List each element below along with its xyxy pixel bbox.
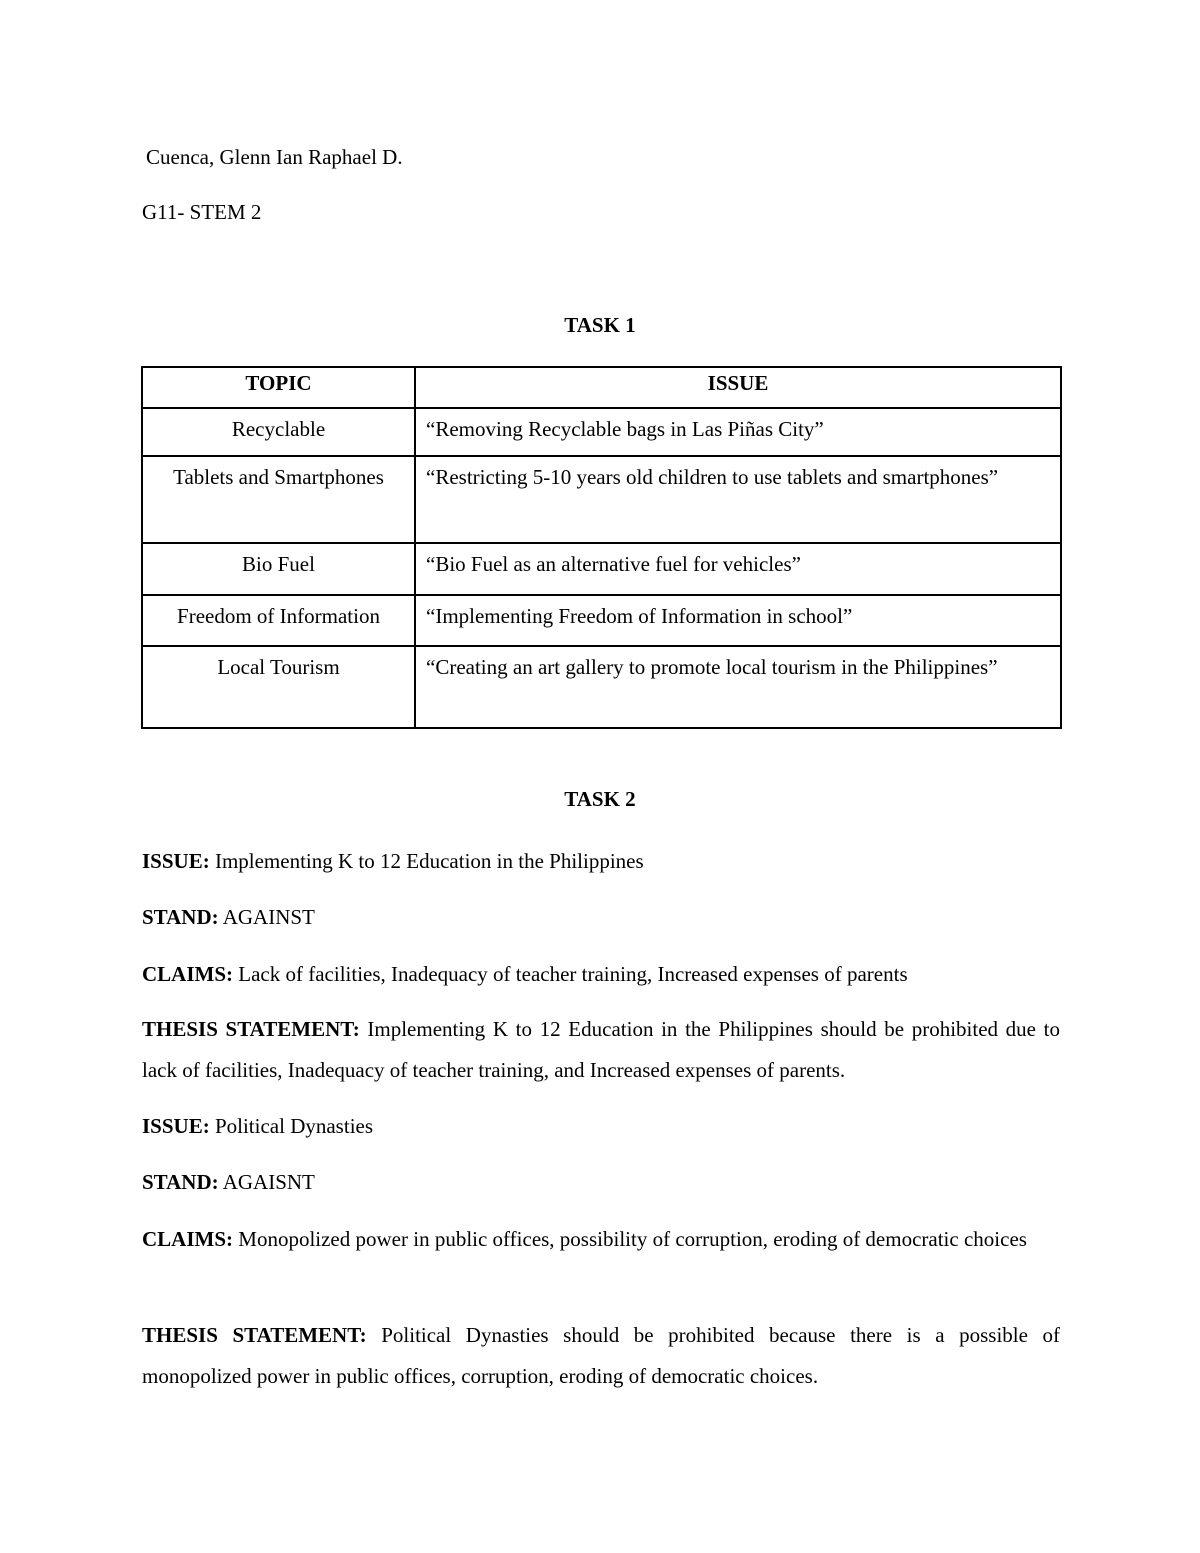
issue-cell: “Removing Recyclable bags in Las Piñas City”	[415, 408, 1061, 456]
issue-label: ISSUE:	[142, 1114, 210, 1138]
issue-cell: “Implementing Freedom of Information in school”	[415, 595, 1061, 646]
issue-statement	[142, 1106, 1060, 1147]
thesis-statement	[142, 1009, 1060, 1091]
task2-heading: TASK 2	[564, 787, 636, 811]
table-row	[142, 543, 1061, 595]
stand-statement	[142, 897, 1060, 938]
task1-heading: TASK 1	[564, 313, 636, 337]
topic-cell: Tablets and Smartphones	[142, 456, 415, 543]
thesis-statement	[142, 1315, 1060, 1397]
table-row	[142, 646, 1061, 728]
topic-cell: Local Tourism	[142, 646, 415, 728]
issue-text: Implementing K to 12 Education in the Philippines	[214, 849, 644, 873]
topic-cell: Bio Fuel	[142, 543, 415, 595]
thesis-text: Political Dynasties should be prohibited because there is a possible of monopolized power in public offices, corruption, eroding of democratic choices.	[142, 1323, 1060, 1388]
issue-text: Political Dynasties	[214, 1114, 374, 1138]
table-row	[142, 408, 1061, 456]
claims-label: CLAIMS:	[142, 962, 234, 986]
thesis-label: THESIS STATEMENT:	[142, 1323, 367, 1347]
topic-issue-table	[141, 366, 1062, 729]
class-section: G11- STEM 2	[142, 200, 262, 224]
thesis-text: Implementing K to 12 Education in the Philippines should be prohibited due to lack of facilities, Inadequacy of teacher training, and Increased expenses of parents.	[142, 1017, 1060, 1082]
claims-text: Monopolized power in public offices, possibility of corruption, eroding of democratic choices	[238, 1227, 1027, 1251]
column-header-topic: TOPIC	[142, 367, 415, 408]
thesis-label: THESIS STATEMENT:	[142, 1017, 360, 1041]
stand-label: STAND:	[142, 905, 219, 929]
table-header-row	[142, 367, 1061, 408]
table-row	[142, 456, 1061, 543]
topic-cell: Recyclable	[142, 408, 415, 456]
issue-statement	[142, 841, 1060, 882]
claims-label: CLAIMS:	[142, 1227, 234, 1251]
claims-statement	[142, 954, 1060, 995]
stand-label: STAND:	[142, 1170, 219, 1194]
stand-statement	[142, 1162, 1060, 1203]
issue-cell: “Bio Fuel as an alternative fuel for vehicles”	[415, 543, 1061, 595]
issue-cell: “Restricting 5-10 years old children to use tablets and smartphones”	[415, 456, 1061, 543]
topic-cell: Freedom of Information	[142, 595, 415, 646]
column-header-issue: ISSUE	[415, 367, 1061, 408]
issue-label: ISSUE:	[142, 849, 210, 873]
student-name: Cuenca, Glenn Ian Raphael D.	[146, 145, 403, 169]
issue-cell: “Creating an art gallery to promote local tourism in the Philippines”	[415, 646, 1061, 728]
table-row	[142, 595, 1061, 646]
stand-text: AGAINST	[222, 905, 315, 929]
claims-text: Lack of facilities, Inadequacy of teacher training, Increased expenses of parents	[238, 962, 908, 986]
stand-text: AGAISNT	[222, 1170, 315, 1194]
claims-statement	[142, 1219, 1060, 1260]
